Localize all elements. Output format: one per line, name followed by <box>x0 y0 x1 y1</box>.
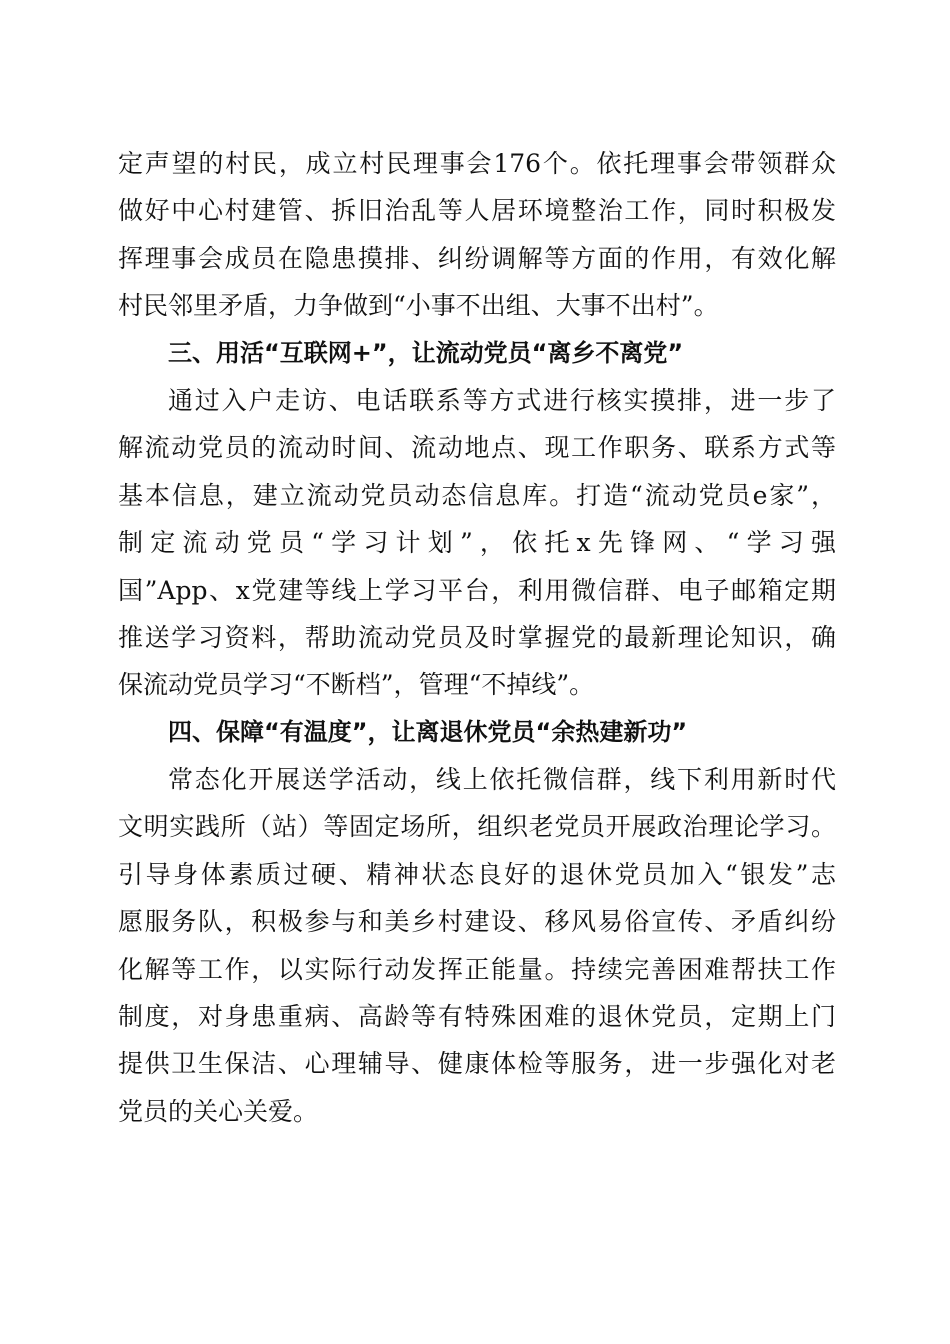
section-heading-4: 四、保障“有温度”，让离退休党员“余热建新功” <box>168 717 688 746</box>
text-line: 制定流动党员“学习计划”，依托x先锋网、“学习强 <box>118 528 836 558</box>
text-line: 挥理事会成员在隐患摸排、纠纷调解等方面的作用，有效化解 <box>118 243 836 273</box>
text-line: 村民邻里矛盾，力争做到“小事不出组、大事不出村”。 <box>118 291 719 321</box>
paragraph-continued <box>118 140 836 330</box>
text-line: 保流动党员学习“不断档”，管理“不掉线”。 <box>118 670 595 700</box>
text-line: 愿服务队，积极参与和美乡村建设、移风易俗宣传、矛盾纠纷 <box>118 907 836 937</box>
text-line: 制度，对身患重病、高龄等有特殊困难的退休党员，定期上门 <box>118 1002 836 1032</box>
text-line: 文明实践所（站）等固定场所，组织老党员开展政治理论学习。 <box>118 812 836 842</box>
text-line: 提供卫生保洁、心理辅导、健康体检等服务，进一步强化对老 <box>118 1049 836 1079</box>
document-page <box>118 140 836 1135</box>
text-line: 推送学习资料，帮助流动党员及时掌握党的最新理论知识，确 <box>118 622 836 652</box>
text-line: 常态化开展送学活动，线上依托微信群，线下利用新时代 <box>168 765 836 795</box>
paragraph-section-3 <box>118 377 836 709</box>
paragraph-section-4 <box>118 756 836 1135</box>
text-line: 化解等工作，以实际行动发挥正能量。持续完善困难帮扶工作 <box>118 954 836 984</box>
text-line: 基本信息，建立流动党员动态信息库。打造“流动党员e家”， <box>118 480 836 510</box>
text-line: 引导身体素质过硬、精神状态良好的退休党员加入“银发”志 <box>118 859 836 889</box>
text-line: 解流动党员的流动时间、流动地点、现工作职务、联系方式等 <box>118 433 836 463</box>
text-line: 通过入户走访、电话联系等方式进行核实摸排，进一步了 <box>168 385 836 415</box>
text-line: 党员的关心关爱。 <box>118 1096 319 1126</box>
text-line: 做好中心村建管、拆旧治乱等人居环境整治工作，同时积极发 <box>118 196 836 226</box>
section-heading-3: 三、用活“互联网+”，让流动党员“离乡不离党” <box>168 338 684 367</box>
text-line: 国”App、x党建等线上学习平台，利用微信群、电子邮箱定期 <box>118 575 836 605</box>
text-line: 定声望的村民，成立村民理事会176个。依托理事会带领群众 <box>118 149 836 178</box>
